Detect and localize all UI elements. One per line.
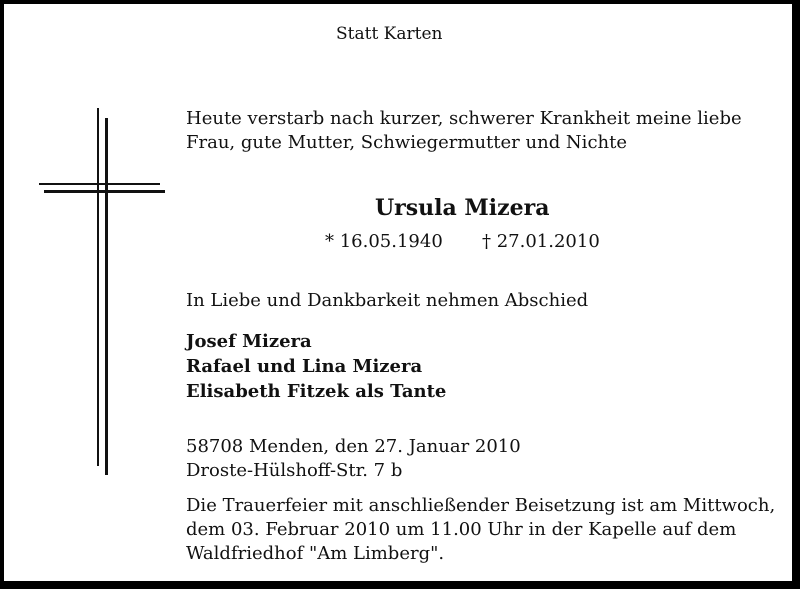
statt-karten-heading: Statt Karten bbox=[336, 24, 443, 44]
funeral-info-line-1: Die Trauerfeier mit anschließender Beisetzung ist am Mittwoch, bbox=[186, 495, 776, 516]
address-street-line: Droste-Hülshoff-Str. 7 b bbox=[186, 460, 403, 481]
mourner-name: Josef Mizera bbox=[186, 331, 312, 352]
cross-horizontal-line-2 bbox=[44, 190, 165, 193]
mourner-name: Rafael und Lina Mizera bbox=[186, 356, 423, 377]
funeral-info-line-3: Waldfriedhof "Am Limberg". bbox=[186, 543, 445, 564]
cross-horizontal-line-1 bbox=[39, 183, 160, 185]
deceased-name: Ursula Mizera bbox=[375, 195, 550, 221]
death-date: † 27.01.2010 bbox=[482, 231, 600, 252]
intro-line-1: Heute verstarb nach kurzer, schwerer Krankheit meine liebe bbox=[186, 108, 742, 129]
cross-vertical-line-1 bbox=[97, 108, 99, 466]
birth-date: * 16.05.1940 bbox=[325, 231, 443, 252]
farewell-line: In Liebe und Dankbarkeit nehmen Abschied bbox=[186, 290, 589, 311]
funeral-info-line-2: dem 03. Februar 2010 um 11.00 Uhr in der Kapelle auf dem bbox=[186, 519, 737, 540]
intro-line-2: Frau, gute Mutter, Schwiegermutter und Nichte bbox=[186, 132, 627, 153]
address-date-line: 58708 Menden, den 27. Januar 2010 bbox=[186, 436, 521, 457]
obituary-card bbox=[4, 4, 792, 581]
mourner-name: Elisabeth Fitzek als Tante bbox=[186, 381, 447, 402]
cross-vertical-line-2 bbox=[105, 118, 108, 475]
